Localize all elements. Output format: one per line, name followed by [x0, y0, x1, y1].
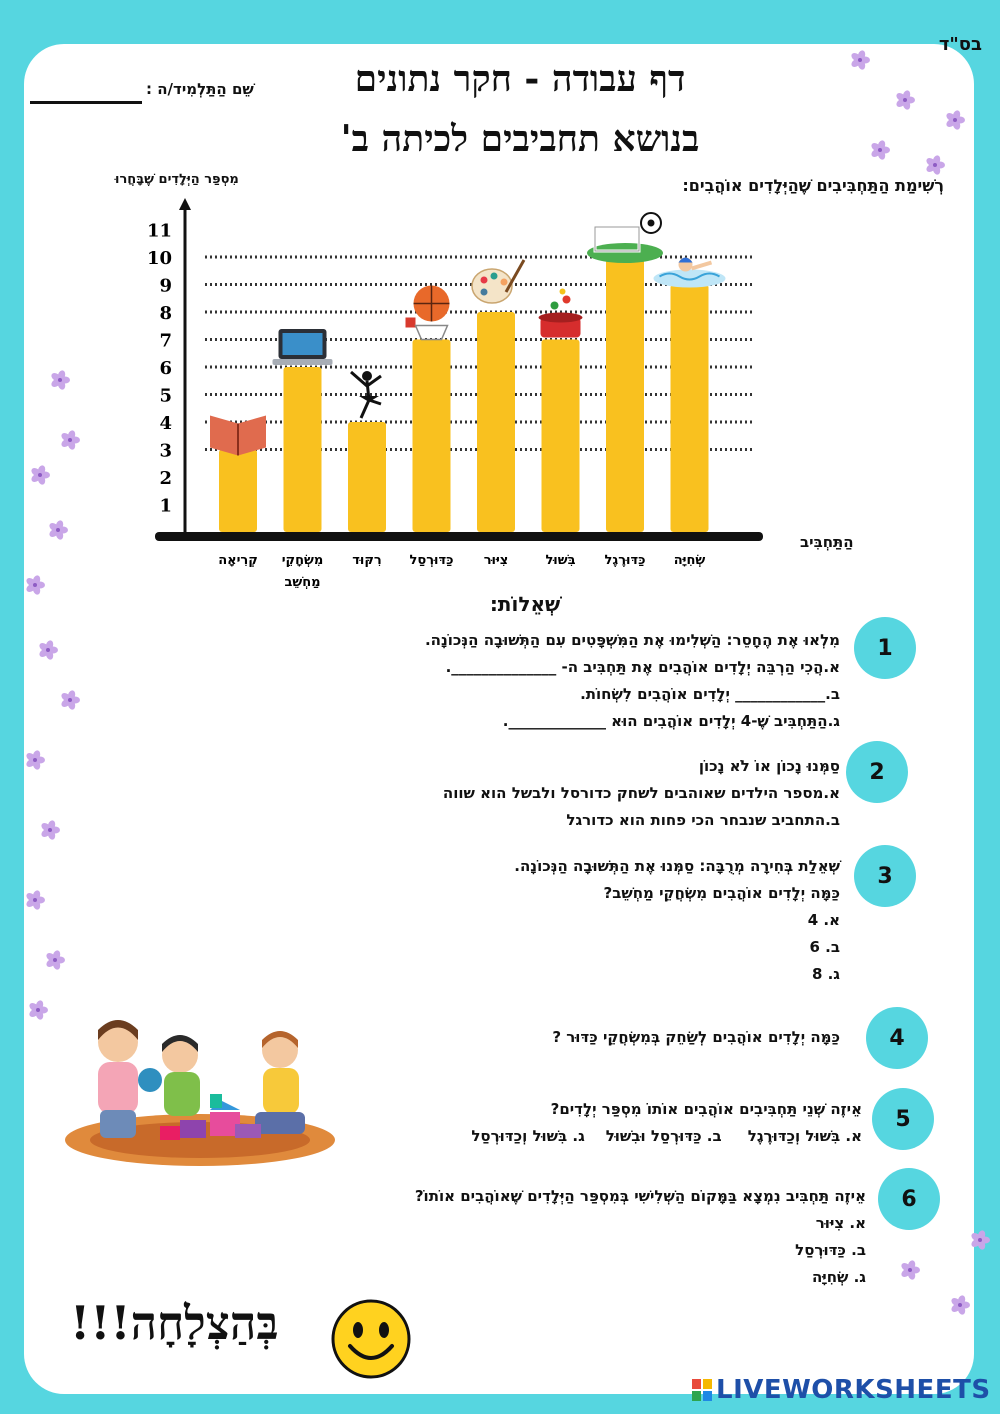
question-6-option[interactable]: ב. כַּדּוּרְסַל — [795, 1241, 866, 1259]
question-5-badge: 5 — [872, 1088, 934, 1150]
chart-y-tick-label: 4 — [159, 413, 172, 434]
question-3 — [140, 853, 840, 988]
chart-y-axis-arrow — [179, 198, 191, 210]
question-3-line: שְׁאֵלַת בְּחִירָה מְרֻבָּה: סַמְּנוּ אֶת הַתְּשׁוּבָה הַנְּכוֹנָה. — [514, 857, 840, 875]
chart-y-tick-label: 10 — [146, 248, 172, 269]
bar-chart — [0, 0, 1000, 600]
question-1-line[interactable]: ג.הַתַּחְבִּיב שֶׁ-4 יְלָדִים אוֹהֲבִים הוּא _____________. — [502, 712, 840, 730]
chart-x-axis — [155, 532, 763, 541]
worksheet-title: דף עבודה - חקר נתונים — [354, 58, 686, 100]
question-2-line[interactable]: ב.התחביב שנבחר הכי פחות הוא כדורגל — [566, 811, 840, 829]
question-6-option[interactable]: א. צִיּוּר — [815, 1214, 866, 1232]
question-6 — [106, 1183, 866, 1291]
chart-x-category-label: שְׂחִיָּה — [673, 553, 706, 568]
chart-x-category-label: כַּדּוּרְסַל — [409, 553, 454, 568]
chart-x-category-label: רִקּוּד — [352, 553, 382, 568]
question-1-line: מִלְאוּ אֶת הֶחָסֵר: הַשְׁלִימוּ אֶת הַמִּשְׁפָּטִים עִם הַתְּשׁוּבָה הַנְּכוֹנָה. — [424, 631, 840, 649]
student-name-label: שֵׁם הַתַּלְמִיד/ה : — [146, 80, 254, 98]
book-icon — [210, 416, 266, 456]
soccer-goal-icon — [587, 213, 663, 263]
bsd-mark: בס"ד — [938, 34, 982, 55]
chart-x-axis-label: הַתַּחְבִּיב — [800, 533, 854, 551]
chart-x-category-label: כַּדּוּרֶגֶל — [604, 553, 646, 568]
chart-x-category-label: בִּשּׁוּל — [545, 553, 576, 568]
question-1-line[interactable]: ב.____________ יְלָדִים אוֹהֲבִים לִשְׂחוֹת. — [580, 685, 840, 703]
chart-bar — [606, 257, 644, 532]
chart-y-tick-label: 9 — [159, 275, 172, 297]
question-1-line[interactable]: א.הֲכִי הַרְבֵּה יְלָדִים אוֹהֲבִים אֶת תַּחְבִּיב ה- ______________. — [445, 658, 840, 676]
question-5-line: אֵיזֶה שְׁנֵי תַּחְבִּיבִים אוֹהֲבִים אוֹתוֹ מִסְפַּר יְלָדִים? — [550, 1100, 862, 1118]
chart-y-tick-label: 2 — [159, 468, 172, 489]
question-3-line: כַּמָּה יְלָדִים אוֹהֲבִים מִשְׂחֲקֵי מַחְשֵׁב? — [603, 884, 840, 902]
question-6-badge: 6 — [878, 1168, 940, 1230]
laptop-icon — [273, 329, 333, 365]
question-2-badge: 2 — [846, 741, 908, 803]
chart-y-tick-label: 5 — [159, 385, 172, 407]
chart-x-category-label: קְרִיאָה — [218, 553, 258, 568]
chart-y-axis-label: מִסְפַּר הַיְּלָדִים שֶׁבָּחֲרוּ — [115, 172, 239, 187]
chart-y-tick-label: 11 — [146, 220, 172, 242]
chart-x-category-label: מִשְׂחָקֵי מַחְשֵׁב — [281, 553, 324, 590]
chart-list-heading: רְשִׁימַת הַתַּחְבִּיבִים שֶׁהַיְּלָדִים אוֹהֲבִים: — [682, 176, 944, 195]
question-6-option[interactable]: ג. שְׂחִיָּה — [811, 1268, 866, 1286]
chart-y-tick-label: 7 — [159, 330, 172, 352]
question-1 — [140, 627, 840, 735]
question-4-line: כַּמָּה יְלָדִים אוֹהֲבִים לְשַׂחֵק בְּמִשְׂחֲקֵי כַּדּוּר ? — [552, 1028, 840, 1046]
worksheet-subtitle: בנושא תחביבים לכיתה ב' — [340, 118, 700, 160]
chart-y-tick-label: 8 — [159, 303, 172, 324]
good-luck-text: בְּהַצְלָחָה!!! — [70, 1296, 279, 1350]
chart-bar — [219, 450, 257, 533]
chart-bar — [348, 422, 386, 532]
liveworksheets-brand[interactable]: LIVEWORKSHEETS — [716, 1375, 991, 1405]
chart-bar — [477, 312, 515, 532]
chart-bar — [413, 340, 451, 533]
question-2-line: סַמְּנוּ נָכוֹן אוֹ לֹא נָכוֹן — [698, 757, 840, 775]
chart-x-category-label: צִיּוּר — [483, 553, 509, 568]
chart-y-tick-label: 6 — [159, 358, 172, 379]
chart-bar — [284, 367, 322, 532]
question-3-option[interactable]: ג. 8 — [811, 965, 840, 983]
chart-bar — [542, 340, 580, 533]
questions-heading: שְׁאֵלוֹת: — [489, 592, 561, 616]
question-3-option[interactable]: א. 4 — [807, 911, 840, 929]
question-4-badge: 4 — [866, 1007, 928, 1069]
question-6-line: אֵיזֶה תַּחְבִּיב נִמְצָא בַּמָּקוֹם הַשְּׁלִישִׁי בְּמִסְפַּר הַיְּלָדִים שֶׁאוֹהֲבִים אוֹתוֹ? — [414, 1187, 866, 1205]
question-3-option[interactable]: ב. 6 — [809, 938, 840, 956]
chart-bar — [671, 285, 709, 533]
children-playing-blocks-illustration — [60, 1010, 340, 1170]
question-5-options[interactable]: א. בִּשּׁוּל וְכַדּוּרֶגֶל ב. כַּדּוּרְסַל וּבִשּׁוּל ג. בִּשּׁוּל וְכַדּוּרְסַל — [471, 1127, 862, 1145]
smiley-face-icon — [330, 1298, 412, 1380]
question-2 — [140, 753, 840, 834]
palette-icon — [472, 260, 524, 303]
basketball-hoop-icon — [406, 286, 450, 340]
question-1-badge: 1 — [854, 617, 916, 679]
swimmer-icon — [654, 258, 726, 288]
chart-y-tick-label: 3 — [159, 440, 172, 462]
liveworksheets-logo-icon — [692, 1379, 712, 1401]
chart-y-tick-label: 1 — [159, 495, 172, 517]
question-2-line[interactable]: א.מספר הילדים שאוהבים לשחק כדורסל ולבשל הוא שווה — [442, 784, 840, 802]
question-3-badge: 3 — [854, 845, 916, 907]
